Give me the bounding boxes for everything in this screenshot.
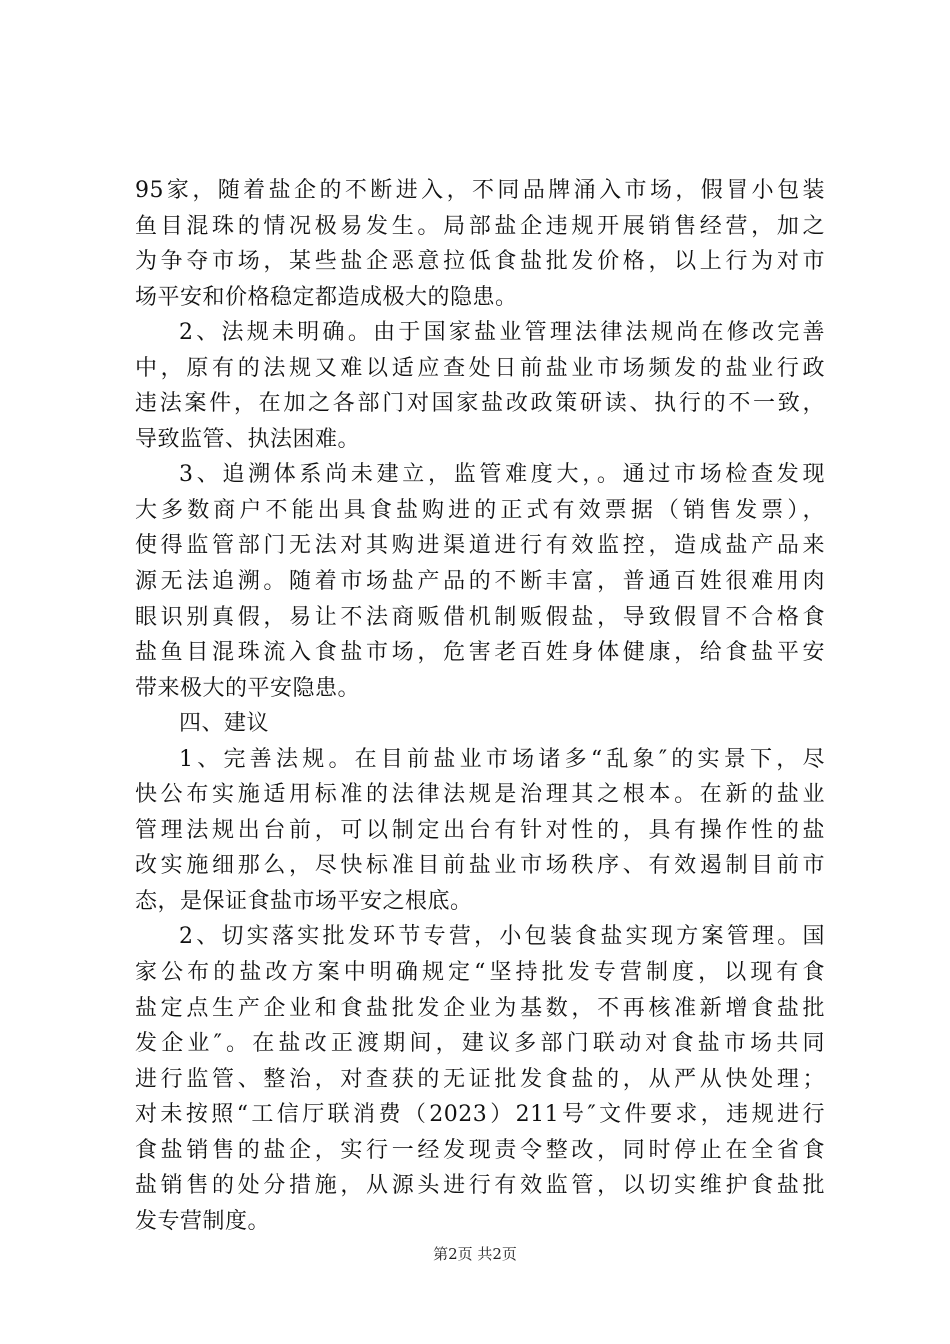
text-line: 带来极大的平安隐患。 (135, 675, 361, 701)
text-line: 中，原有的法规又难以适应查处日前盐业市场频发的盐业行政 (135, 355, 825, 381)
text-line: 场平安和价格稳定都造成极大的隐患。 (135, 284, 518, 310)
text-line: 盐销售的处分措施，从源头进行有效监管，以切实维护食盐批 (135, 1173, 825, 1199)
text-line: 对未按照“工信厅联消费（2023）211号″文件要求，违规进行 (135, 1102, 825, 1128)
text-line: 管理法规出台前，可以制定出台有针对性的，具有操作性的盐 (135, 817, 825, 843)
text-line: 鱼目混珠的情况极易发生。局部盐企违规开展销售经营，加之 (135, 213, 825, 239)
text-line: 大多数商户不能出具食盐购进的正式有效票据（销售发票）， (135, 497, 825, 523)
text-line: 违法案件，在加之各部门对国家盐改政策研读、执行的不一致， (135, 391, 825, 417)
text-line: 改实施细那么，尽快标准目前盐业市场秩序、有效遏制目前市 (135, 853, 825, 879)
text-line: 发专营制度。 (135, 1208, 271, 1234)
text-line: 1、完善法规。在目前盐业市场诸多“乱象″的实景下，尽 (179, 746, 825, 772)
text-line: 快公布实施适用标准的法律法规是治理其之根本。在新的盐业 (135, 782, 825, 808)
text-line: 家公布的盐改方案中明确规定“坚持批发专营制度，以现有食 (135, 960, 825, 986)
text-line: 2、切实落实批发环节专营，小包装食盐实现方案管理。国 (179, 924, 825, 950)
text-line: 2、法规未明确。由于国家盐业管理法律法规尚在修改完善 (179, 320, 825, 346)
text-line: 四、建议 (179, 711, 270, 737)
text-line: 盐定点生产企业和食盐批发企业为基数，不再核准新增食盐批 (135, 995, 825, 1021)
text-line: 使得监管部门无法对其购进渠道进行有效监控，造成盐产品来 (135, 533, 825, 559)
text-line: 导致监管、执法困难。 (135, 426, 361, 452)
text-line: 为争夺市场，某些盐企恶意拉低食盐批发价格，以上行为对市 (135, 249, 825, 275)
document-body (135, 173, 825, 1239)
text-line: 眼识别真假，易让不法商贩借机制贩假盐，导致假冒不合格食 (135, 604, 825, 630)
text-line: 盐鱼目混珠流入食盐市场，危害老百姓身体健康，给食盐平安 (135, 640, 825, 666)
text-line: 3、追溯体系尚未建立，监管难度大，。通过市场检查发现 (179, 462, 825, 488)
text-line: 态，是保证食盐市场平安之根底。 (135, 888, 473, 914)
text-line: 源无法追溯。随着市场盐产品的不断丰富，普通百姓很难用肉 (135, 569, 825, 595)
text-line: 95家，随着盐企的不断进入，不同品牌涌入市场，假冒小包装 (135, 178, 825, 203)
page-footer: 第2页 共2页 (433, 1245, 517, 1263)
text-line: 食盐销售的盐企，实行一经发现责令整改，同时停止在全省食 (135, 1137, 825, 1163)
text-line: 进行监管、整治，对查获的无证批发食盐的，从严从快处理； (135, 1066, 825, 1092)
text-line: 发企业″。在盐改正渡期间，建议多部门联动对食盐市场共同 (135, 1031, 825, 1057)
